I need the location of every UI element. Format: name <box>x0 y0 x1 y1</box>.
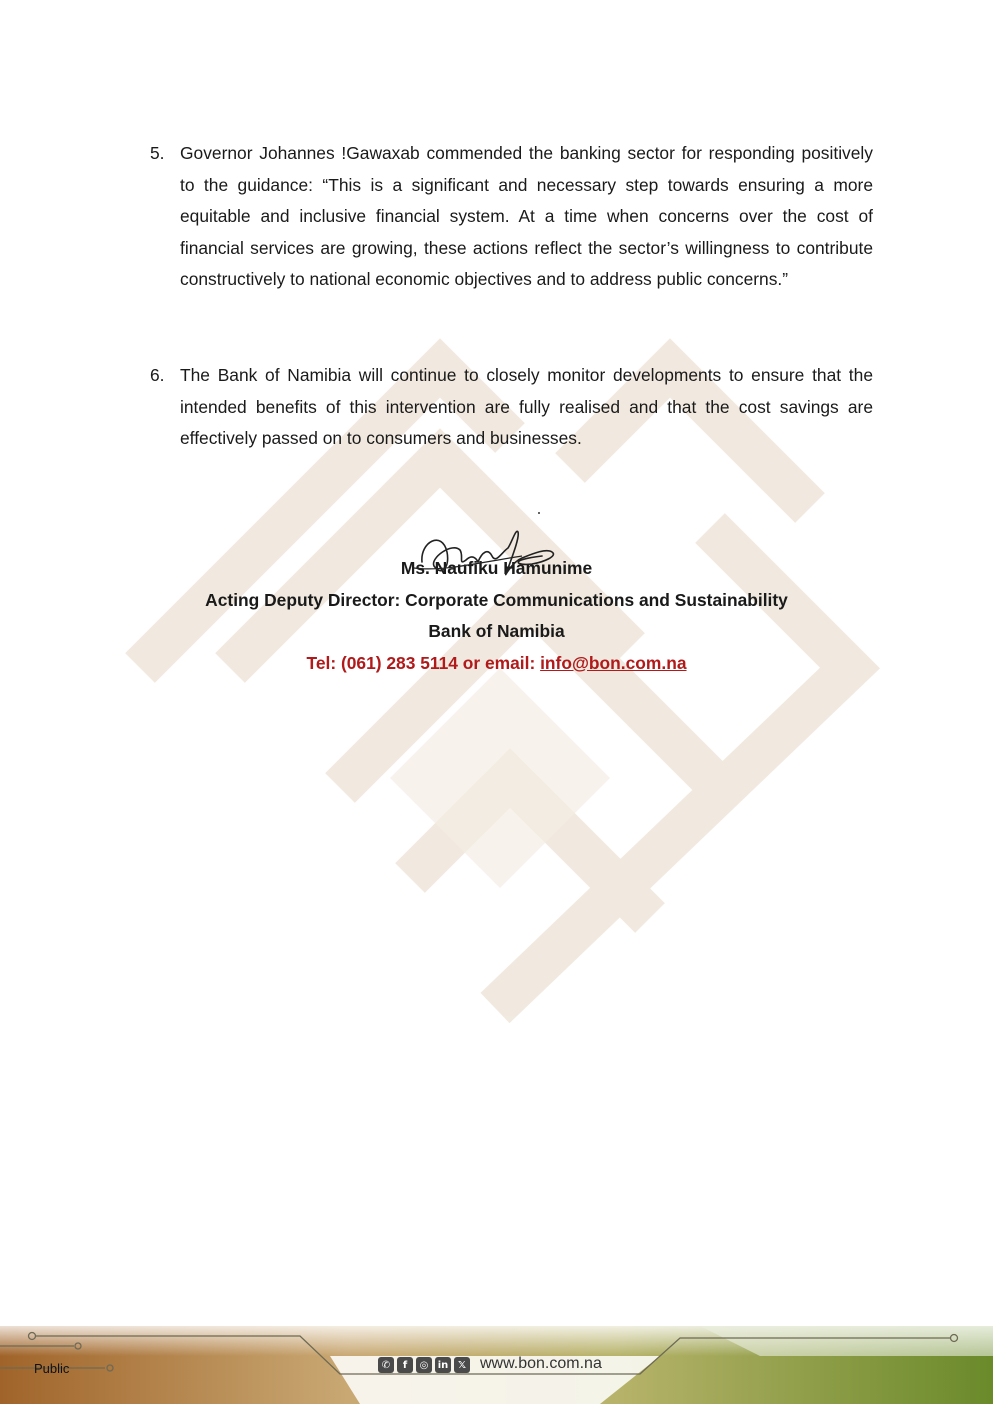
paragraph-number: 5. <box>150 143 165 163</box>
stray-dot <box>538 512 540 514</box>
whatsapp-icon[interactable]: ✆ <box>378 1357 394 1373</box>
instagram-icon[interactable]: ◎ <box>416 1357 432 1373</box>
paragraph-text: Governor Johannes !Gawaxab commended the banking sector for responding positively to the guidance: “This is a significant and necessary step towards ensuring a more equitable and inclusive financial system. At a time when concerns over the cost of financial services are growing, these actions reflect the sector’s willingness to contribute constructively to national economic objectives and to address public concerns.” <box>180 143 873 290</box>
paragraph-number: 6. <box>150 365 165 385</box>
handwritten-signature <box>412 522 562 582</box>
contact-line <box>0 648 993 680</box>
paragraph-5 <box>150 138 873 296</box>
signatory-organisation: Bank of Namibia <box>428 621 565 642</box>
linkedin-icon[interactable]: in <box>435 1357 451 1373</box>
social-icons <box>378 1357 470 1373</box>
facebook-icon[interactable]: f <box>397 1357 413 1373</box>
contact-prefix: Tel: (061) 283 5114 or email: <box>306 652 541 673</box>
email-link[interactable]: info@bon.com.na <box>540 652 687 673</box>
paragraph-6 <box>150 360 873 455</box>
signatory-title: Acting Deputy Director: Corporate Communications and Sustainability <box>205 589 788 610</box>
signatory-name: Ms. Naufiku Hamunime <box>400 558 593 578</box>
paragraph-text: The Bank of Namibia will continue to closely monitor developments to ensure that the intended benefits of this intervention are fully realised and that the cost savings are effectively passed on to consumers and businesses. <box>180 365 873 449</box>
classification-label: Public <box>34 1361 70 1376</box>
website-link[interactable]: www.bon.com.na <box>480 1355 602 1372</box>
x-icon[interactable]: 𝕏 <box>454 1357 470 1373</box>
